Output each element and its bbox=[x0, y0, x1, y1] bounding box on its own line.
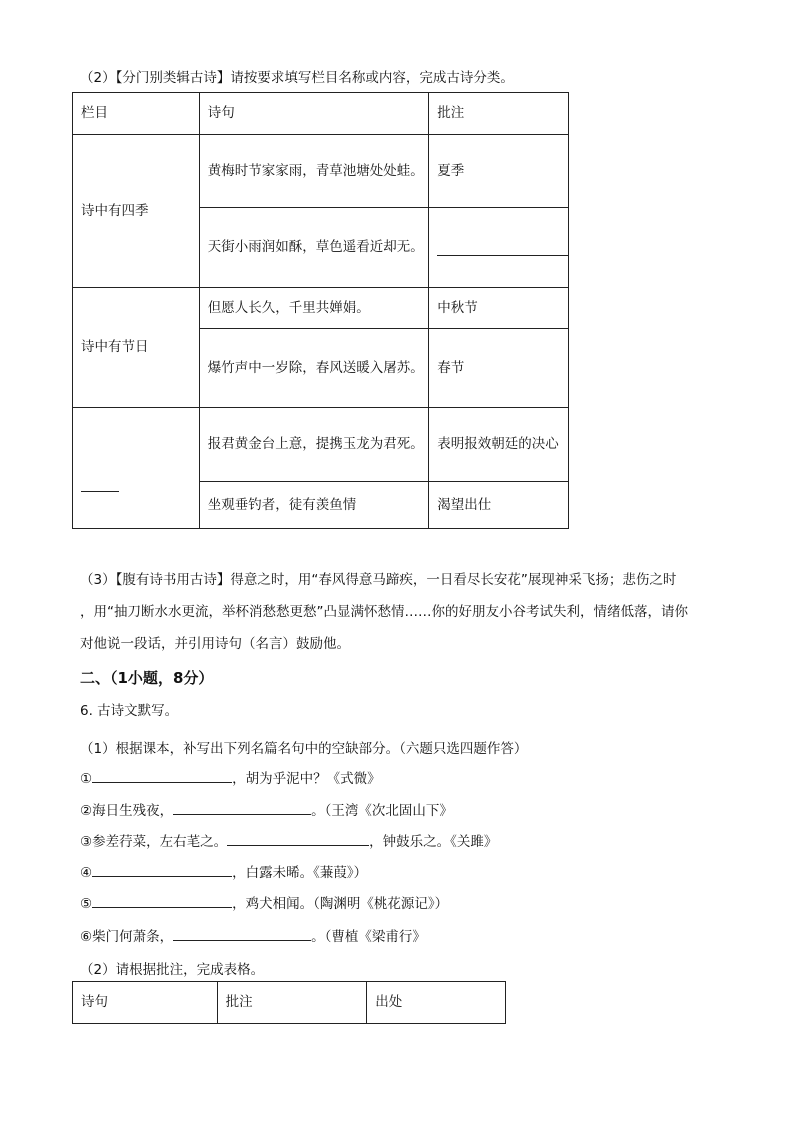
header-category: 栏目 bbox=[73, 93, 200, 135]
dictation-item-6: ⑥柴门何萧条， 。（曹植《梁甫行》 bbox=[80, 929, 426, 945]
poem-cell: 黄梅时节家家雨，青草池塘处处蛙。 bbox=[199, 135, 429, 208]
q2-intro: （2）【分门别类辑古诗】请按要求填写栏目名称或内容，完成古诗分类。 bbox=[80, 70, 514, 86]
note-cell: 表明报效朝廷的决心 bbox=[429, 408, 569, 482]
dictation-item-5: ⑤ ，鸡犬相闻。（陶渊明《桃花源记》） bbox=[80, 896, 449, 912]
poem-cell: 坐观垂钓者，徒有羡鱼情 bbox=[199, 482, 429, 529]
dictation-item-1: ① ，胡为乎泥中？《式微》 bbox=[80, 771, 381, 787]
annotation-table bbox=[72, 981, 506, 1024]
poem-cell: 天街小雨润如酥，草色遥看近却无。 bbox=[199, 208, 429, 288]
note-answer-line bbox=[437, 255, 568, 256]
dictation-item-3: ③参差荇菜，左右芼之。 ，钟鼓乐之。《关雎》 bbox=[80, 834, 498, 850]
q3-line-1: （3）【腹有诗书用古诗】得意之时，用“春风得意马蹄疾，一日看尽长安花”展现神采飞扬；悲伤之时 bbox=[80, 572, 677, 588]
q3-line-3: 对他说一段话，并引用诗句（名言）鼓励他。 bbox=[80, 636, 350, 652]
poem-classification-table bbox=[72, 92, 569, 529]
header-source: 出处 bbox=[367, 982, 506, 1024]
answer-blank[interactable] bbox=[173, 940, 311, 941]
header-poem: 诗句 bbox=[199, 93, 429, 135]
note-blank-cell[interactable] bbox=[429, 208, 569, 288]
poem-cell: 但愿人长久，千里共婵娟。 bbox=[199, 288, 429, 329]
answer-blank[interactable] bbox=[92, 876, 232, 877]
q6-sub2: （2）请根据批注，完成表格。 bbox=[80, 962, 265, 978]
answer-blank[interactable] bbox=[227, 845, 369, 846]
q6-title: 6. 古诗文默写。 bbox=[80, 703, 179, 719]
category-answer-line bbox=[81, 491, 119, 492]
note-cell: 渴望出仕 bbox=[429, 482, 569, 529]
dictation-item-2: ②海日生残夜， 。（王湾《次北固山下》 bbox=[80, 803, 453, 819]
note-cell: 春节 bbox=[429, 329, 569, 408]
section-heading: 二、（1小题，8分） bbox=[80, 669, 214, 687]
category-cell: 诗中有四季 bbox=[73, 135, 200, 288]
note-cell: 夏季 bbox=[429, 135, 569, 208]
answer-blank[interactable] bbox=[92, 907, 232, 908]
dictation-item-4: ④ ，白露未晞。《蒹葭》） bbox=[80, 865, 368, 881]
poem-cell: 报君黄金台上意，提携玉龙为君死。 bbox=[199, 408, 429, 482]
answer-blank[interactable] bbox=[92, 782, 232, 783]
category-blank-cell[interactable] bbox=[73, 408, 200, 529]
header-note: 批注 bbox=[217, 982, 367, 1024]
header-note: 批注 bbox=[429, 93, 569, 135]
q3-line-2: ，用“抽刀断水水更流，举杯消愁愁更愁”凸显满怀愁情……你的好朋友小谷考试失利，情绪低落，请你 bbox=[80, 604, 688, 620]
header-poem: 诗句 bbox=[73, 982, 218, 1024]
answer-blank[interactable] bbox=[173, 814, 311, 815]
category-cell: 诗中有节日 bbox=[73, 288, 200, 408]
q6-sub1: （1）根据课本，补写出下列名篇名句中的空缺部分。（六题只选四题作答） bbox=[80, 741, 528, 757]
note-cell: 中秋节 bbox=[429, 288, 569, 329]
poem-cell: 爆竹声中一岁除，春风送暖入屠苏。 bbox=[199, 329, 429, 408]
